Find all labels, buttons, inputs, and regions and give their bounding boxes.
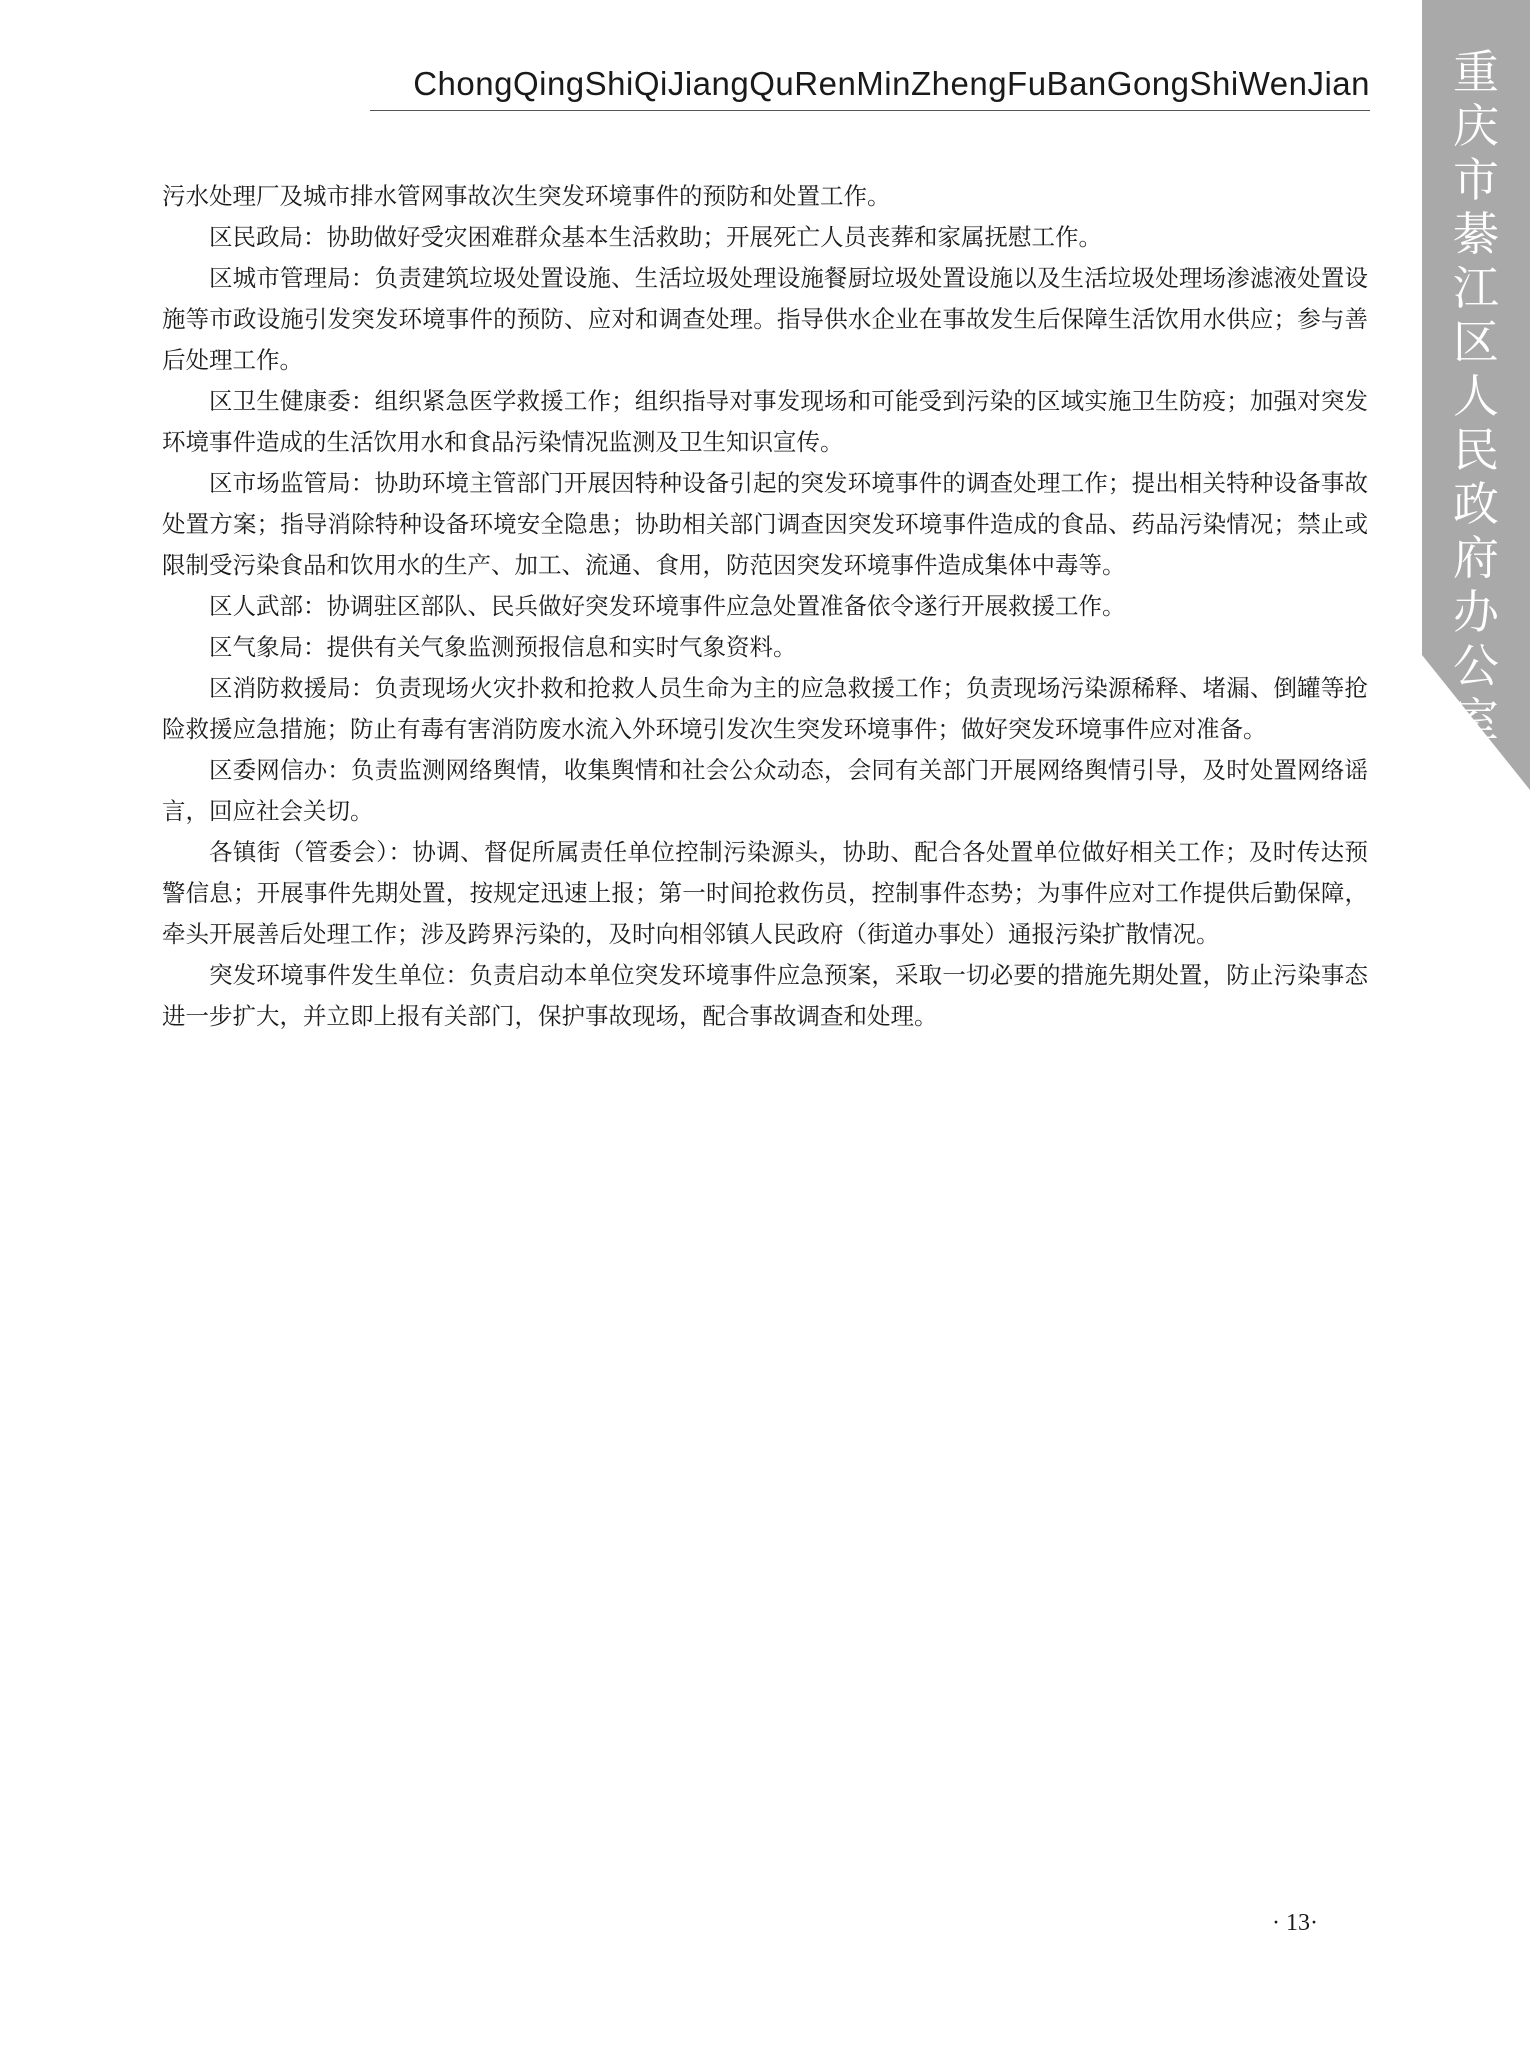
side-tab <box>1422 0 1530 855</box>
paragraph-health-commission: 区卫生健康委：组织紧急医学救援工作；组织指导对事发现场和可能受到污染的区域实施卫生防疫；加强对突发环境事件造成的生活饮用水和食品污染情况监测及卫生知识宣传。 <box>162 387 1368 456</box>
header-title: ChongQingShiQiJiangQuRenMinZhengFuBanGongShiWenJian <box>413 65 1370 102</box>
paragraph-fire-rescue: 区消防救援局：负责现场火灾扑救和抢救人员生命为主的应急救援工作；负责现场污染源稀释、堵漏、倒罐等抢险救援应急措施；防止有毒有害消防废水流入外环境引发次生突发环境事件；做好突发环境事件应对准备。 <box>162 674 1368 743</box>
side-tab-char: 府 <box>1453 531 1499 585</box>
paragraph-continuation: 污水处理厂及城市排水管网事故次生突发环境事件的预防和处置工作。 <box>162 182 891 210</box>
side-tab-char: 庆 <box>1453 99 1499 153</box>
side-tab-title <box>1422 45 1530 855</box>
side-tab-char: 区 <box>1453 315 1499 369</box>
side-tab-char: 人 <box>1453 369 1499 423</box>
paragraph-civil-affairs: 区民政局：协助做好受灾困难群众基本生活救助；开展死亡人员丧葬和家属抚慰工作。 <box>209 223 1102 251</box>
side-tab-char: 政 <box>1453 477 1499 531</box>
paragraph-meteorology: 区气象局：提供有关气象监测预报信息和实时气象资料。 <box>209 633 797 661</box>
side-tab-char: 江 <box>1453 261 1499 315</box>
side-tab-char: 重 <box>1453 45 1499 99</box>
side-tab-char: 件 <box>1453 801 1499 855</box>
running-header <box>370 55 1370 115</box>
paragraph-incident-unit: 突发环境事件发生单位：负责启动本单位突发环境事件应急预案，采取一切必要的措施先期处置，防止污染事态进一步扩大，并立即上报有关部门，保护事故现场，配合事故调查和处理。 <box>162 961 1368 1030</box>
side-tab-char: 办 <box>1453 585 1499 639</box>
page-number: · 13· <box>1272 1910 1318 1936</box>
side-tab-char: 文 <box>1453 747 1499 801</box>
paragraph-market-supervision: 区市场监管局：协助环境主管部门开展因特种设备引起的突发环境事件的调查处理工作；提出相关特种设备事故处置方案；指导消除特种设备环境安全隐患；协助相关部门调查因突发环境事件造成的食品、药品污染情况；禁止或限制受污染食品和饮用水的生产、加工、流通、食用，防范因突发环境事件造成集体中毒等。 <box>162 469 1368 579</box>
document-body <box>162 176 1368 1037</box>
paragraph-armed-forces: 区人武部：协调驻区部队、民兵做好突发环境事件应急处置准备依令遂行开展救援工作。 <box>209 592 1126 620</box>
header-rule <box>370 110 1370 111</box>
side-tab-char: 綦 <box>1453 207 1499 261</box>
side-tab-char: 市 <box>1453 153 1499 207</box>
side-tab-char: 室 <box>1453 693 1499 747</box>
side-tab-char: 公 <box>1453 639 1499 693</box>
side-tab-char: 民 <box>1453 423 1499 477</box>
paragraph-cyberspace-office: 区委网信办：负责监测网络舆情，收集舆情和社会公众动态，会同有关部门开展网络舆情引导，及时处置网络谣言，回应社会关切。 <box>162 756 1368 825</box>
paragraph-city-management: 区城市管理局：负责建筑垃圾处置设施、生活垃圾处理设施餐厨垃圾处置设施以及生活垃圾处理场渗滤液处置设施等市政设施引发突发环境事件的预防、应对和调查处理。指导供水企业在事故发生后保障生活饮用水供应；参与善后处理工作。 <box>162 264 1368 374</box>
paragraph-towns-streets: 各镇街（管委会）：协调、督促所属责任单位控制污染源头，协助、配合各处置单位做好相关工作；及时传达预警信息；开展事件先期处置，按规定迅速上报；第一时间抢救伤员，控制事件态势；为事件应对工作提供后勤保障，牵头开展善后处理工作；涉及跨界污染的，及时向相邻镇人民政府（街道办事处）通报污染扩散情况。 <box>162 838 1368 948</box>
